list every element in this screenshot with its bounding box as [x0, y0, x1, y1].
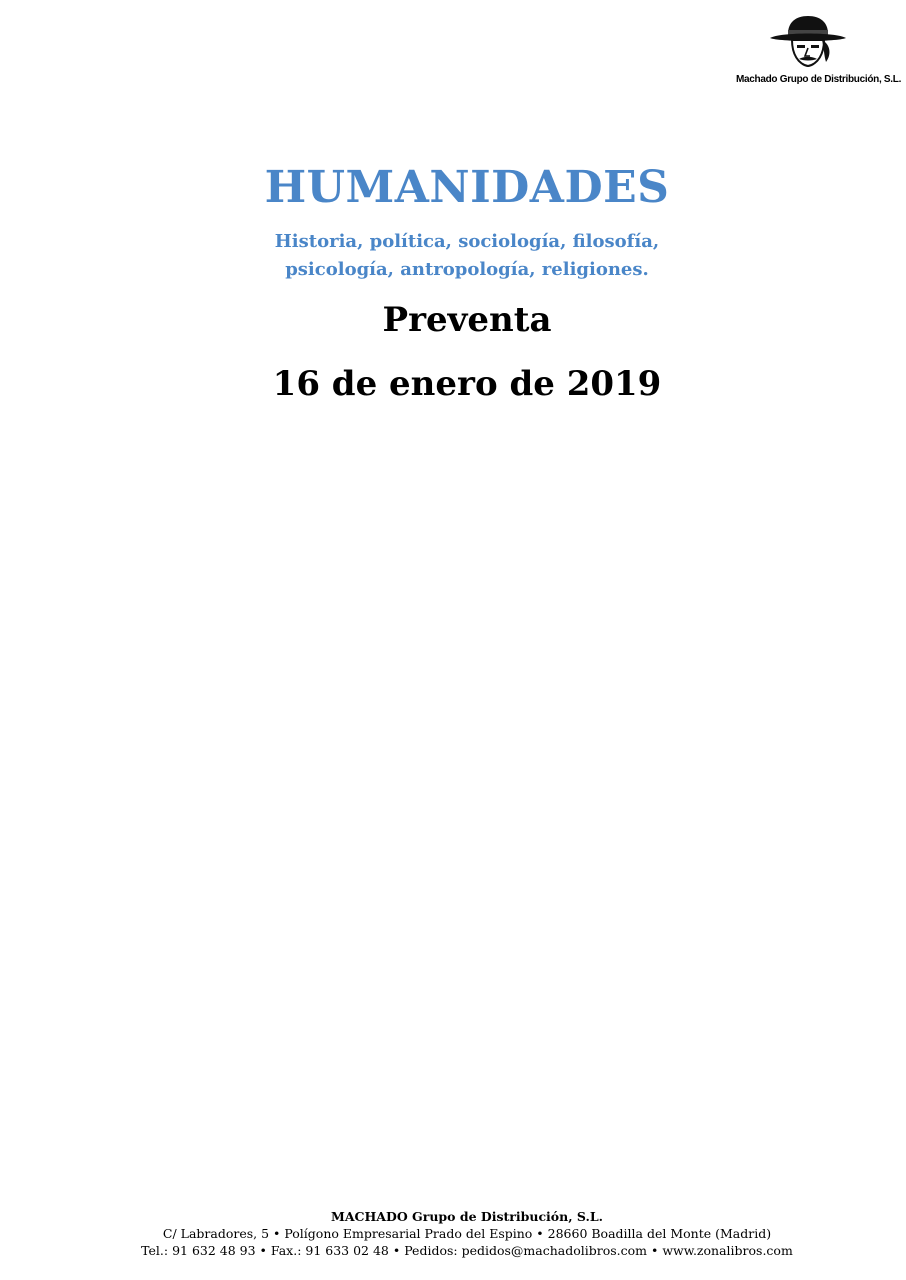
subtitle-line-1: Historia, política, sociología, filosofía,	[274, 231, 660, 252]
subtitle	[14, 228, 906, 284]
man-with-hat-icon	[766, 12, 850, 72]
presale-label: Preventa	[382, 300, 552, 340]
footer	[14, 1208, 906, 1259]
subtitle-line-2: psicología, antropología, religiones.	[285, 259, 649, 280]
footer-address: C/ Labradores, 5 • Polígono Empresarial Prado del Espino • 28660 Boadilla del Monte (Madrid)	[162, 1226, 772, 1241]
presale-date: 16 de enero de 2019	[272, 364, 662, 404]
footer-company: MACHADO Grupo de Distribución, S.L.	[330, 1209, 604, 1224]
footer-contact: Tel.: 91 632 48 93 • Fax.: 91 633 02 48 • Pedidos: pedidos@machadolibros.com • www.zonalibros.com	[141, 1243, 793, 1258]
page-title: HUMANIDADES	[264, 162, 670, 213]
logo-caption: Machado Grupo de Distribución, S.L.	[736, 74, 902, 85]
company-logo	[736, 10, 902, 92]
